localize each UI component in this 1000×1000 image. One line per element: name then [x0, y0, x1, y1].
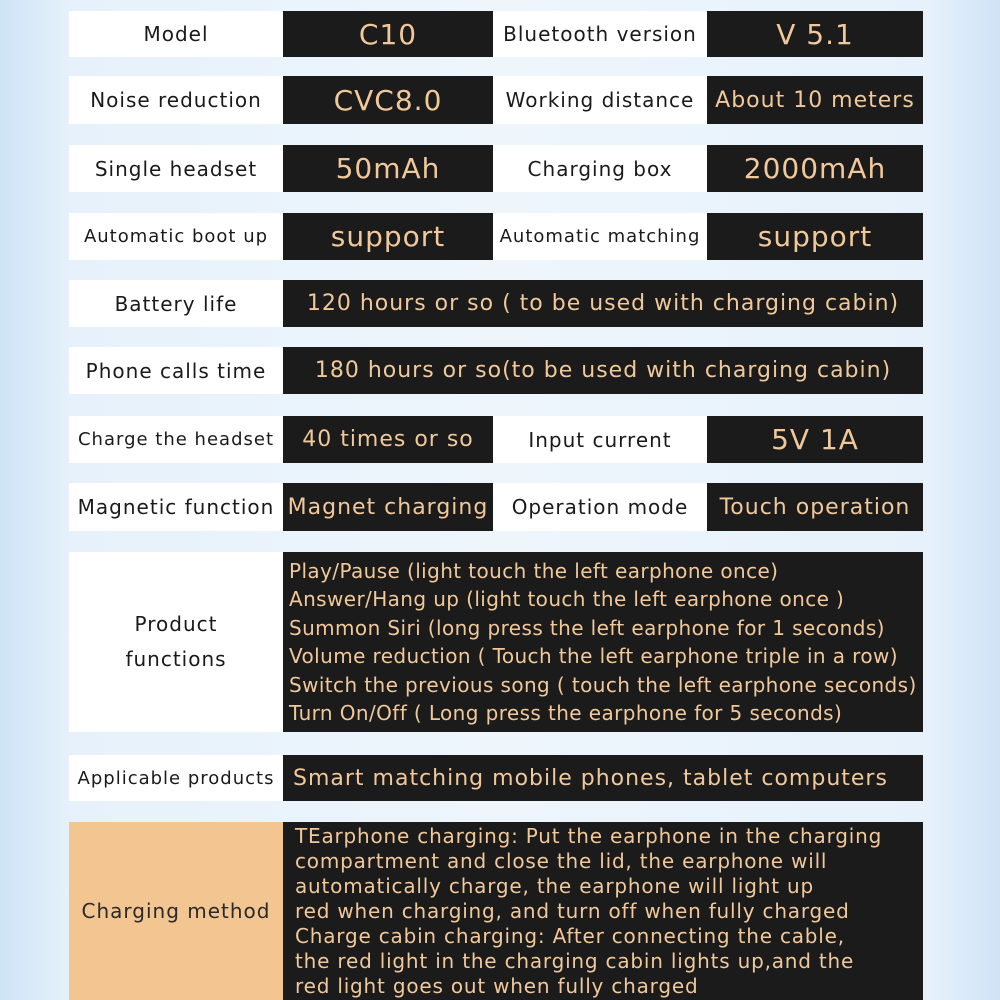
boot-label: Automatic boot up	[69, 213, 283, 260]
noise-value: CVC8.0	[283, 76, 493, 124]
charging-line: automatically charge, the earphone will light up	[295, 874, 814, 898]
function-item: Turn On/Off ( Long press the earphone for 5 seconds)	[289, 701, 843, 725]
spec-row-noise	[69, 76, 923, 124]
charging-line: Charge cabin charging: After connecting the cable,	[295, 924, 845, 948]
matching-label: Automatic matching	[493, 213, 707, 260]
noise-label: Noise reduction	[69, 76, 283, 124]
spec-row-magnetic	[69, 483, 923, 531]
applicable-label: Applicable products	[69, 755, 283, 801]
spec-row-battery	[69, 280, 923, 327]
charging-line: red light goes out when fully charged	[295, 974, 699, 998]
operation-value: Touch operation	[707, 483, 923, 531]
operation-label: Operation mode	[493, 483, 707, 531]
battery-label: Battery life	[69, 280, 283, 327]
model-label: Model	[69, 11, 283, 57]
function-item: Switch the previous song ( touch the left earphone seconds)	[289, 672, 917, 697]
charge-label: Charge the headset	[69, 416, 283, 463]
battery-value: 120 hours or so ( to be used with charging cabin)	[283, 280, 923, 327]
functions-label	[69, 552, 283, 732]
spec-row-capacity	[69, 145, 923, 192]
magnetic-value: Magnet charging	[283, 483, 493, 531]
charging-line: the red light in the charging cabin lights up,and the	[295, 949, 855, 973]
spec-row-charge	[69, 416, 923, 463]
spec-row-model	[69, 11, 923, 57]
boot-value: support	[283, 213, 493, 260]
spec-row-functions	[69, 552, 923, 732]
input-value: 5V 1A	[707, 416, 923, 463]
function-item: Answer/Hang up (light touch the left earphone once )	[289, 587, 845, 611]
box-label: Charging box	[493, 145, 707, 192]
model-value: C10	[283, 11, 493, 57]
calls-label: Phone calls time	[69, 347, 283, 394]
spec-row-auto	[69, 213, 923, 260]
function-item: Play/Pause (light touch the left earphone once)	[289, 558, 779, 583]
distance-label: Working distance	[493, 76, 707, 124]
charging-line: TEarphone charging: Put the earphone in the charging	[295, 824, 883, 848]
distance-value: About 10 meters	[707, 76, 923, 124]
spec-row-applicable	[69, 755, 923, 801]
magnetic-label: Magnetic function	[69, 483, 283, 531]
functions-label-line1: Product	[134, 612, 218, 636]
headset-value: 50mAh	[283, 145, 493, 192]
input-label: Input current	[493, 416, 707, 463]
function-item: Volume reduction ( Touch the left earphone triple in a row)	[289, 644, 898, 668]
charge-value: 40 times or so	[283, 416, 493, 463]
calls-value: 180 hours or so(to be used with charging cabin)	[283, 347, 923, 394]
applicable-value: Smart matching mobile phones, tablet computers	[283, 755, 923, 801]
matching-value: support	[707, 213, 923, 260]
spec-row-charging	[69, 822, 923, 1000]
headset-label: Single headset	[69, 145, 283, 192]
box-value: 2000mAh	[707, 145, 923, 192]
charging-label: Charging method	[69, 822, 283, 1000]
spec-row-calls	[69, 347, 923, 394]
charging-description	[283, 822, 923, 1000]
functions-list	[283, 552, 923, 732]
bluetooth-value: V 5.1	[707, 11, 923, 57]
functions-label-line2: functions	[125, 647, 227, 671]
charging-line: red when charging, and turn off when fully charged	[295, 899, 850, 923]
charging-line: compartment and close the lid, the earphone will	[295, 849, 828, 873]
function-item: Summon Siri (long press the left earphone for 1 seconds)	[289, 615, 885, 640]
bluetooth-label: Bluetooth version	[493, 11, 707, 57]
